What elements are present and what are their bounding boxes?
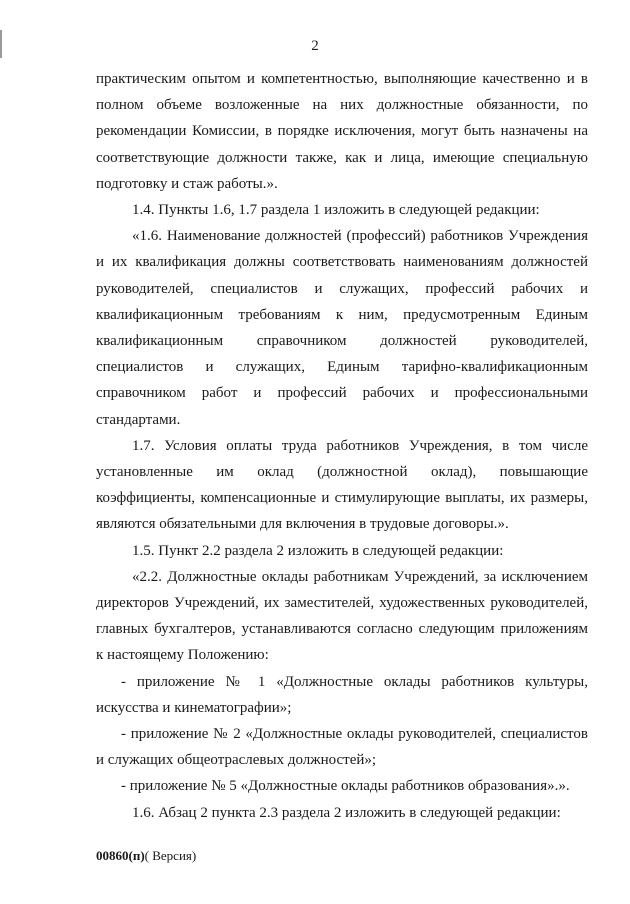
document-footer <box>96 848 196 864</box>
paragraph-clause-1-6: «1.6. Наименование должностей (профессий) работников Учреждения и их квалификация должны соответствовать наименованиям должностей руководителей, специалистов и служащих, профессий рабочих и квалификационным требованиям к ним, предусмотренным Единым квалификационным справочником должностей руководителей, специалистов и служащих, Единым тарифно-квалификационным справочником работ и профессий рабочих и профессиональными стандартами. <box>96 228 588 428</box>
paragraph-item-1-4: 1.4. Пункты 1.6, 1.7 раздела 1 изложить в следующей редакции: <box>132 202 540 219</box>
document-code: 00860(п) <box>96 848 145 863</box>
paragraph-item-1-6: 1.6. Абзац 2 пункта 2.3 раздела 2 изложить в следующей редакции: <box>132 804 561 821</box>
paragraph-clause-1-7: 1.7. Условия оплаты труда работников Учреждения, в том числе установленные им оклад (должностной оклад), повышающие коэффициенты, компенсационные и стимулирующие выплаты, их размеры, являются обязательными для включения в трудовые договоры.». <box>96 437 588 533</box>
list-item-appendix-5: - приложение № 5 «Должностные оклады работников образования».». <box>121 778 570 795</box>
paragraph-continuation: практическим опытом и компетентностью, выполняющие качественно и в полном объеме возложенные на них должностные обязанности, по рекомендации Комиссии, в порядке исключения, могут быть назначены на соответствующие должности также, как и лица, имеющие специальную подготовку и стаж работы.». <box>96 71 588 192</box>
list-item-appendix-2: - приложение № 2 «Должностные оклады руководителей, специалистов и служащих общеотраслевых должностей»; <box>96 726 588 769</box>
document-body <box>96 66 588 826</box>
list-item-appendix-1: - приложение № 1 «Должностные оклады работников культуры, искусства и кинематографии»; <box>96 673 588 716</box>
paragraph-item-1-5: 1.5. Пункт 2.2 раздела 2 изложить в следующей редакции: <box>132 542 504 559</box>
paragraph-clause-2-2: «2.2. Должностные оклады работникам Учреждений, за исключением директоров Учреждений, их заместителей, художественных руководителей, главных бухгалтеров, устанавливаются согласно следующим приложениям к настоящему Положению: <box>96 568 588 664</box>
document-version: ( Версия) <box>144 848 197 863</box>
page-number: 2 <box>311 38 319 54</box>
